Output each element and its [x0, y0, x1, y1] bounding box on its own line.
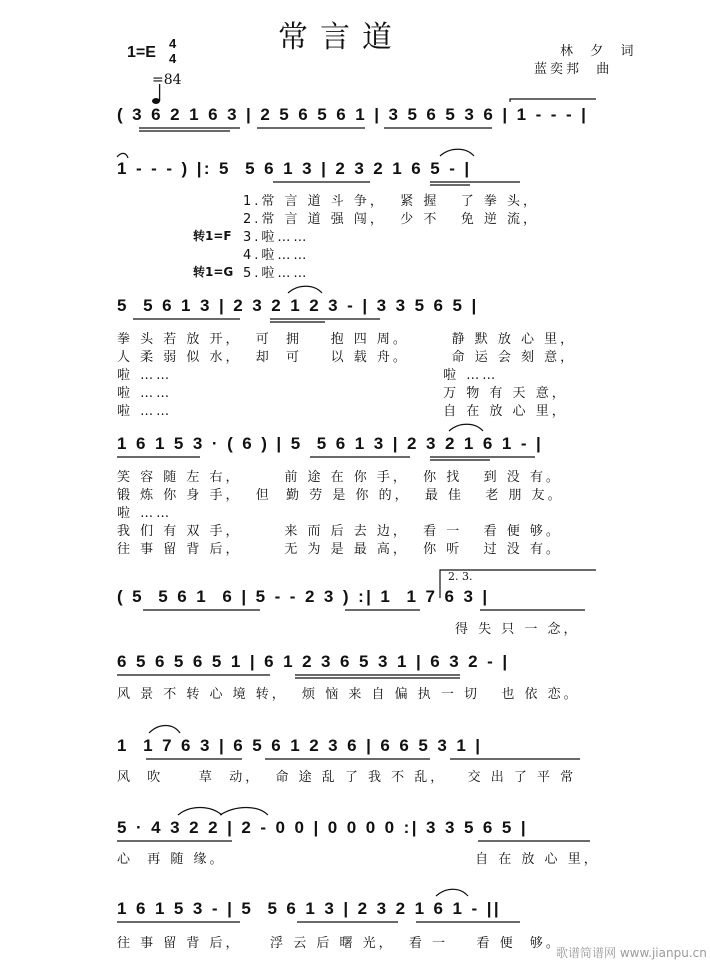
notation-line-1: ( 3 6 2 1 6 3 | 2 5 6 5 6 1 | 3 5 6 5 3 6 | 1 - - - | [117, 105, 589, 124]
lyric-line-2-verse-4: 4.啦…… [243, 248, 310, 263]
lyric-line-2-verse-1: 1.常 言 道 斗 争， 紧 握 了 拳 头， [243, 194, 539, 209]
key-signature: 1=E [127, 44, 156, 61]
notation-line-3: 5 5 6 1 3 | 2 3 2 1 2 3 - | 3 3 5 6 5 | [117, 296, 479, 315]
lyricist-credit: 林 夕 词 [560, 44, 637, 59]
lyric-line-2-verse-3: 3.啦…… [243, 230, 310, 245]
lyric-line-7: 风 吹 草 动， 命 途 乱 了 我 不 乱， 交 出 了 平 常 [117, 770, 577, 785]
modulation-marker-f: 转1=F [193, 229, 232, 243]
notation-line-7: 1 1 7 6 3 | 6 5 6 1 2 3 6 | 6 6 5 3 1 | [117, 736, 483, 755]
lyric-line-3-verse-5: 啦 …… 自 在 放 心 里， [117, 404, 568, 419]
lyric-line-4-verse-2: 锻 炼 你 身 手， 但 勤 劳 是 你 的， 最 佳 老 朋 友。 [117, 488, 564, 503]
notation-line-8: 5 · 4 3 2 2 | 2 - 0 0 | 0 0 0 0 :| 3 3 5 6 5 | [117, 818, 529, 837]
watermark: 歌谱简谱网 www.jianpu.cn [556, 946, 707, 960]
volta-label: 2. 3. [448, 570, 473, 583]
lyric-line-9: 往 事 留 背 后， 浮 云 后 曙 光， 看 一 看 便 够。 [117, 936, 562, 951]
lyric-line-3-verse-1: 拳 头 若 放 开， 可 拥 抱 四 周。 静 默 放 心 里， [117, 332, 577, 347]
time-signature-top: 4 [169, 36, 177, 51]
lyric-line-3-verse-4: 啦 …… 万 物 有 天 意， [117, 386, 568, 401]
lyric-line-5: 得 失 只 一 念， [455, 622, 580, 637]
lyric-line-4-verse-4: 我 们 有 双 手， 来 而 后 去 边， 看 一 看 便 够。 [117, 524, 562, 539]
modulation-marker-g: 转1=G [193, 265, 234, 279]
lyric-line-6: 风 景 不 转 心 境 转， 烦 恼 来 自 偏 执 一 切 也 依 恋。 [117, 687, 580, 702]
notation-line-2: 1 - - - ) |: 5 5 6 1 3 | 2 3 2 1 6 5 - | [117, 159, 472, 178]
lyric-line-8: 心 再 随 缘。 自 在 放 心 里， [117, 852, 600, 867]
lyric-line-4-verse-1: 笑 容 随 左 右， 前 途 在 你 手， 你 找 到 没 有。 [117, 470, 562, 485]
notation-line-6: 6 5 6 5 6 5 1 | 6 1 2 3 6 5 3 1 | 6 3 2 - | [117, 652, 510, 671]
lyric-line-2-verse-5: 5.啦…… [243, 266, 310, 281]
lyric-line-2-verse-2: 2.常 言 道 强 闯， 少 不 免 逆 流， [243, 212, 539, 227]
time-signature-bottom: 4 [169, 51, 177, 66]
lyric-line-4-verse-5: 往 事 留 背 后， 无 为 是 最 高， 你 听 过 没 有。 [117, 542, 562, 557]
notation-line-9: 1 6 1 5 3 - | 5 5 6 1 3 | 2 3 2 1 6 1 - || [117, 899, 502, 918]
song-title: 常言道 [278, 20, 404, 55]
lyric-line-3-verse-3: 啦 …… 啦 …… [117, 368, 499, 383]
composer-credit: 蓝奕邦 曲 [534, 62, 613, 77]
lyric-line-4-verse-3: 啦 …… [117, 506, 173, 521]
lyric-line-3-verse-2: 人 柔 弱 似 水， 却 可 以 载 舟。 命 运 会 刻 意， [117, 350, 577, 365]
notation-line-5: ( 5 5 6 1 6 | 5 - - 2 3 ) :| 1 1 7 6 3 | [117, 587, 490, 606]
notation-line-4: 1 6 1 5 3 · ( 6 ) | 5 5 6 1 3 | 2 3 2 1 6 1 - | [117, 434, 544, 453]
tempo-marking: =84 [152, 72, 182, 88]
